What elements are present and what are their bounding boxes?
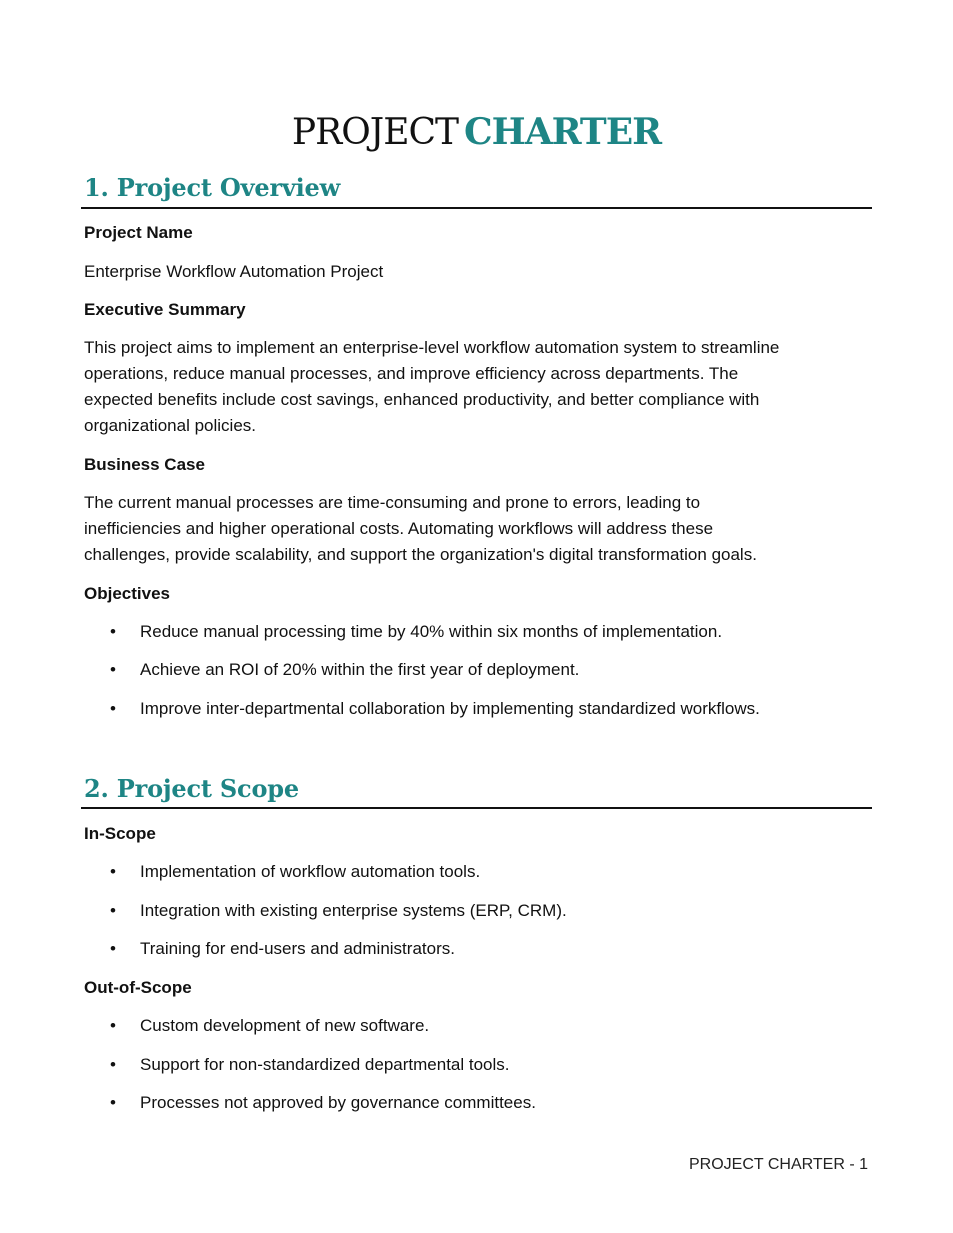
executive-summary-line: organizational policies. [84,416,256,435]
bullet-icon: • [110,699,116,718]
bullet-icon: • [110,660,116,679]
business-case-label: Business Case [84,455,205,474]
title-part-charter: CHARTER [464,111,662,153]
list-item: • Reduce manual processing time by 40% within six months of implementation. [110,622,723,641]
bullet-icon: • [110,939,116,958]
section-divider [81,207,872,209]
executive-summary-label: Executive Summary [84,300,246,319]
section-heading-overview: 1. Project Overview [84,173,341,202]
bullet-icon: • [110,901,116,920]
list-item: • Processes not approved by governance committees. [110,1093,536,1112]
project-name-value: Enterprise Workflow Automation Project [84,262,384,281]
bullet-icon: • [110,1055,116,1074]
executive-summary-line: operations, reduce manual processes, and improve efficiency across departments. The [84,364,739,383]
executive-summary-line: This project aims to implement an enterprise-level workflow automation system to streamline [84,338,780,357]
business-case-line: inefficiencies and higher operational costs. Automating workflows will address these [84,519,714,538]
in-scope-label: In-Scope [84,824,156,843]
list-item: • Custom development of new software. [110,1016,430,1035]
executive-summary-line: expected benefits include cost savings, enhanced productivity, and better compliance with [84,390,760,409]
project-name-label: Project Name [84,223,193,242]
section-divider [81,807,872,809]
document-title [0,108,953,157]
executive-summary-paragraph [84,335,874,439]
list-item: • Achieve an ROI of 20% within the first year of deployment. [110,660,580,679]
bullet-icon: • [110,622,116,641]
page-footer: PROJECT CHARTER - 1 [689,1156,868,1173]
list-item: • Implementation of workflow automation tools. [110,862,481,881]
section-heading-scope: 2. Project Scope [84,774,299,803]
list-item: • Integration with existing enterprise systems (ERP, CRM). [110,901,567,920]
list-item: • Improve inter-departmental collaboration by implementing standardized workflows. [110,699,760,718]
bullet-icon: • [110,862,116,881]
business-case-line: challenges, provide scalability, and support the organization's digital transformation goals. [84,545,757,564]
bullet-icon: • [110,1093,116,1112]
list-item: • Support for non-standardized departmental tools. [110,1055,510,1074]
business-case-paragraph [84,490,874,568]
bullet-icon: • [110,1016,116,1035]
list-item: • Training for end-users and administrators. [110,939,455,958]
business-case-line: The current manual processes are time-consuming and prone to errors, leading to [84,493,701,512]
out-of-scope-label: Out-of-Scope [84,978,192,997]
title-part-project: PROJECT [291,112,459,153]
objectives-label: Objectives [84,584,170,603]
